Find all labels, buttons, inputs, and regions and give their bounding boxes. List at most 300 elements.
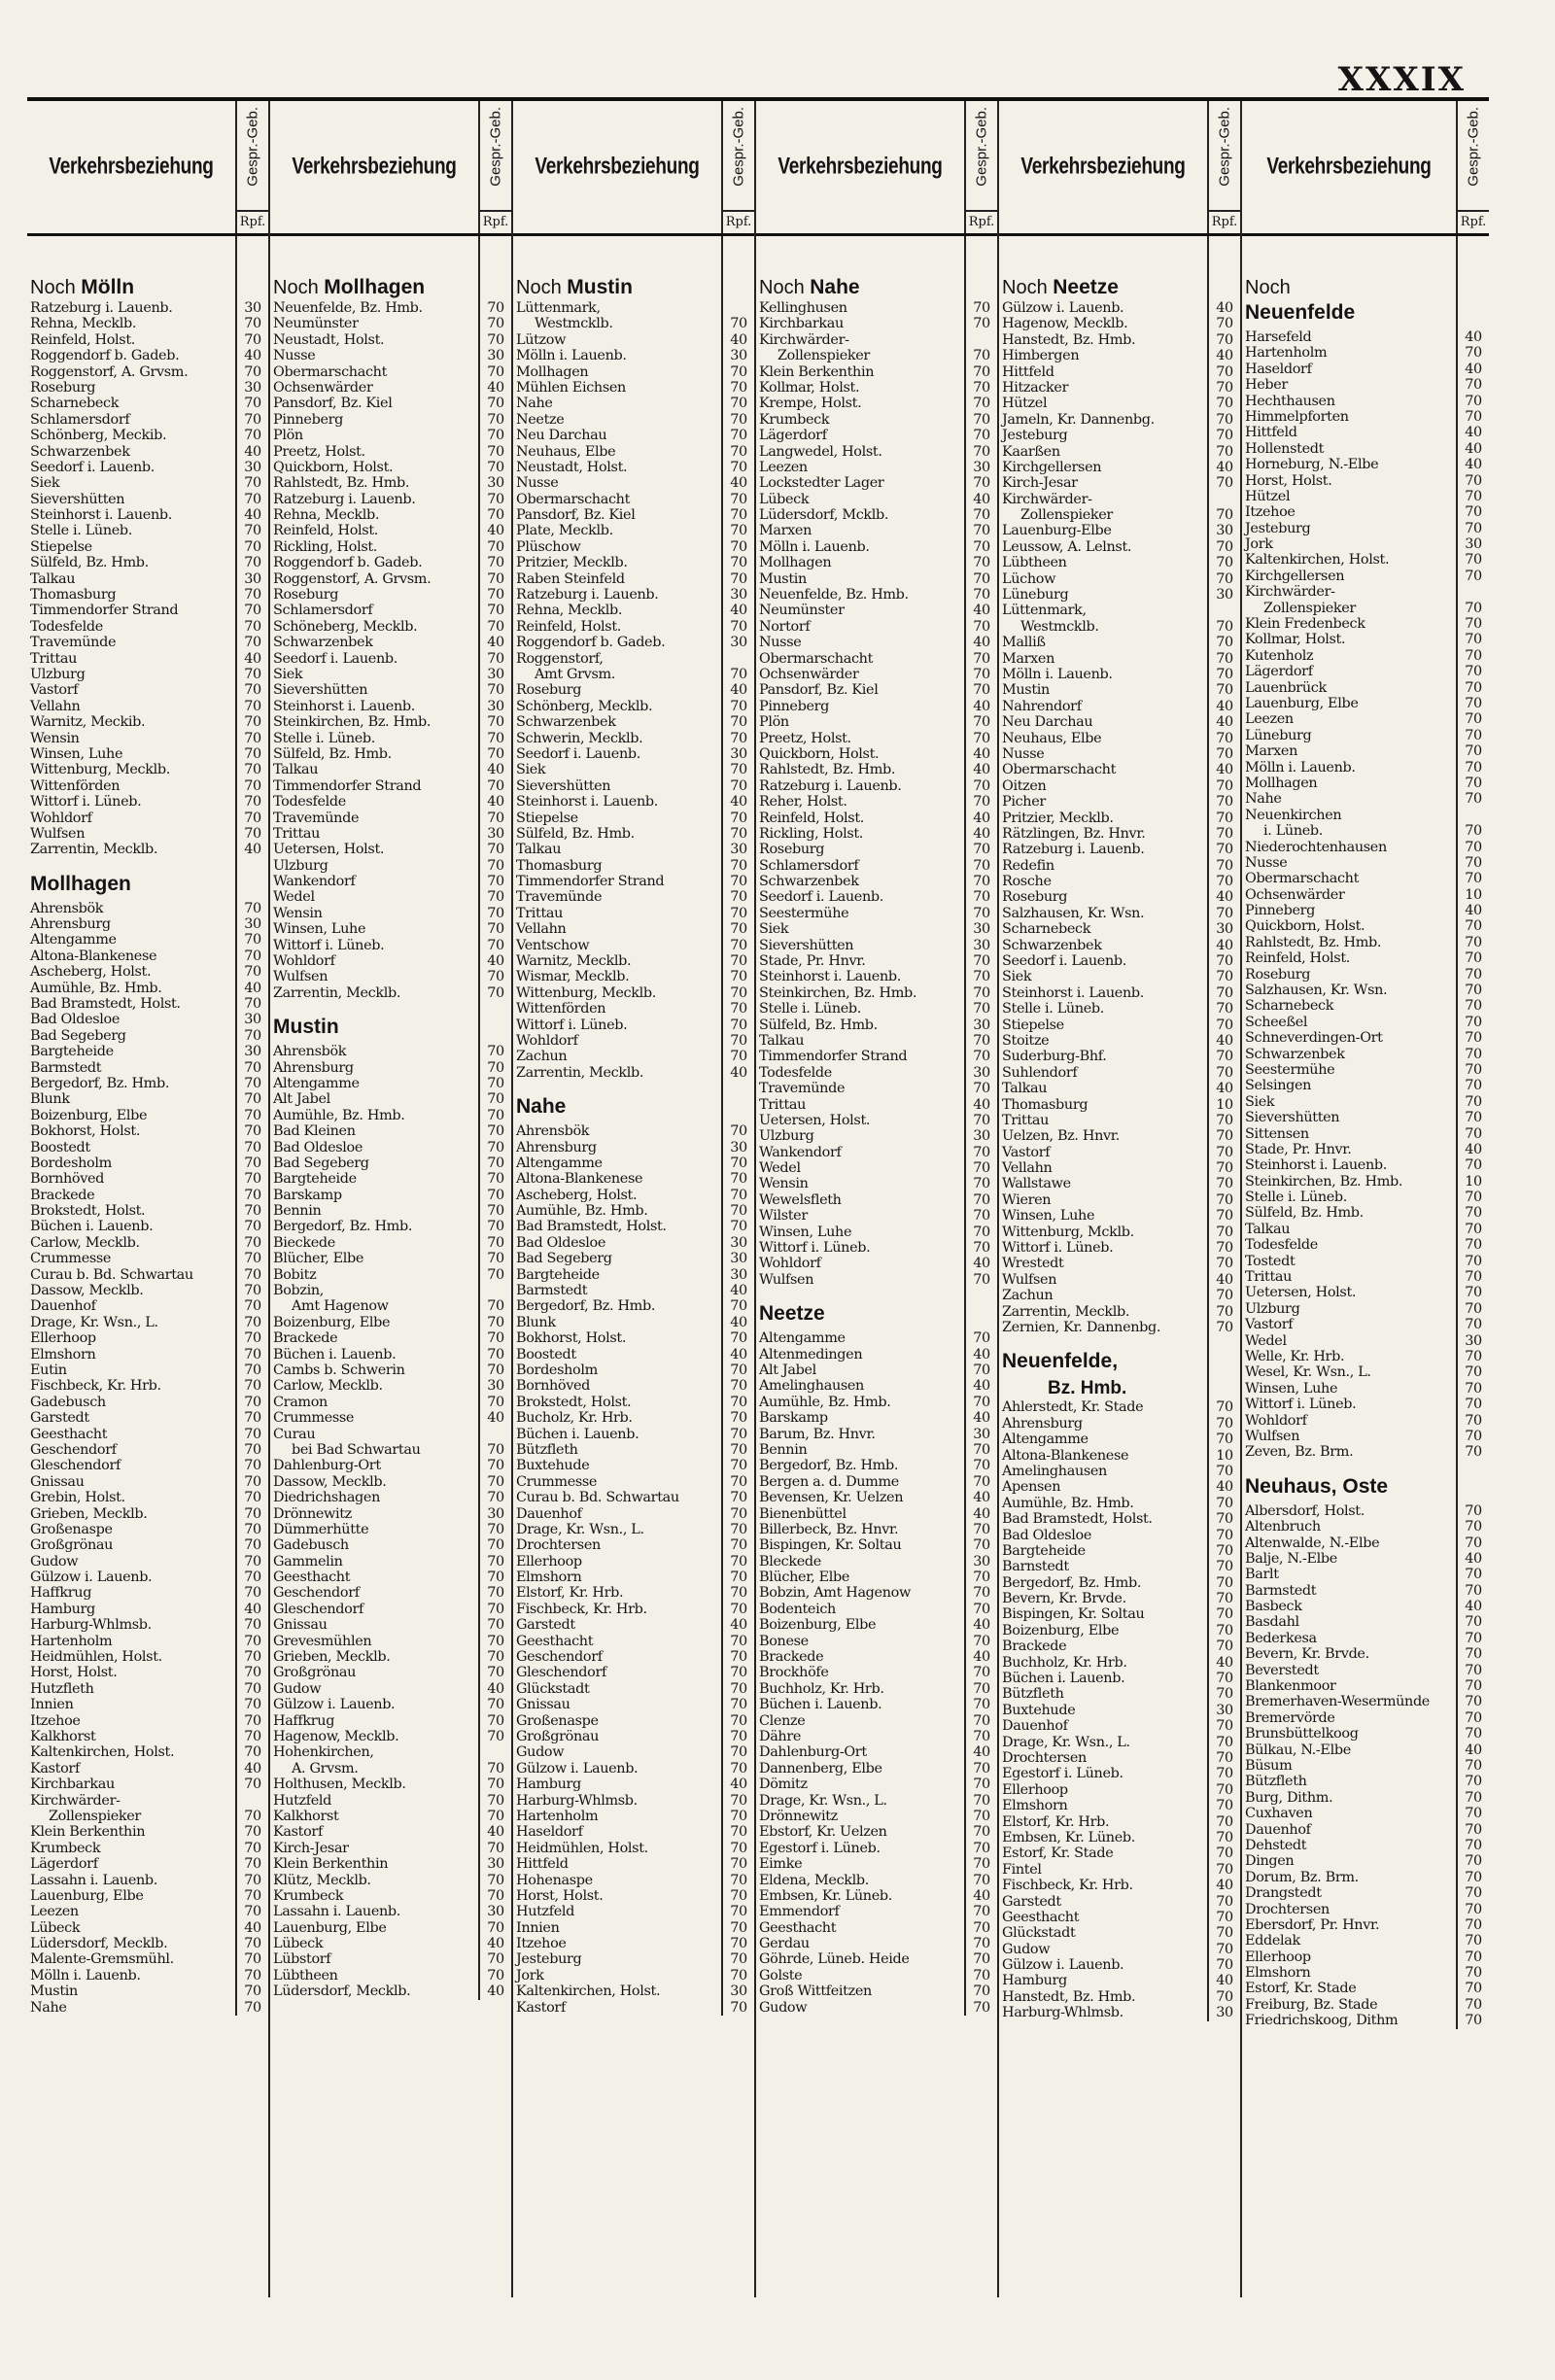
list-item: [1242, 1222, 1489, 1237]
place-name: Altenwalde, N.-Elbe: [1245, 1535, 1380, 1551]
list-item: [513, 1761, 754, 1776]
list-item: [270, 889, 511, 905]
list-item: [27, 1108, 268, 1123]
list-item: [756, 619, 997, 635]
place-name: Trittau: [759, 1096, 807, 1113]
table-column: [513, 101, 756, 2297]
fee-value: 70: [1216, 618, 1233, 635]
place-name: Kastorf: [273, 1824, 323, 1841]
list-item: [1242, 1254, 1489, 1269]
list-item: [756, 603, 997, 618]
place-name: Lüneburg: [1002, 587, 1069, 604]
list-item: [270, 460, 511, 475]
fee-value: 70: [973, 857, 990, 874]
fee-value: 40: [1465, 1599, 1482, 1615]
fee-value: 70: [730, 1001, 747, 1018]
place-name: Grevesmühlen: [273, 1633, 372, 1649]
place-name: Jesteburg: [1245, 520, 1311, 536]
fee-value: 70: [1216, 1191, 1233, 1208]
fee-value: 70: [730, 1585, 747, 1602]
list-item: [756, 762, 997, 777]
list-item: [999, 364, 1240, 380]
place-name: Drochtersen: [1245, 1901, 1330, 1917]
fee-value: 70: [1465, 472, 1482, 489]
list-item: [756, 1649, 997, 1665]
list-item: [999, 1910, 1240, 1925]
list-item: [513, 1856, 754, 1872]
list-item: [756, 1018, 997, 1033]
fee-value: 40: [1216, 762, 1233, 778]
place-name: Wankendorf: [273, 874, 356, 890]
list-item: [513, 682, 754, 698]
table-column: [999, 101, 1242, 2297]
fee-value: 70: [1216, 1988, 1233, 2005]
place-name: Bargteheide: [516, 1266, 600, 1283]
place-name: Ellerhoop: [516, 1553, 582, 1569]
list-item: [270, 1442, 511, 1458]
list-item: [270, 1315, 511, 1330]
place-name: Leussow, A. Lelnst.: [1002, 538, 1132, 555]
fee-value: 70: [487, 1362, 504, 1378]
fee-value: 70: [1216, 1176, 1233, 1192]
list-item: [270, 1458, 511, 1473]
fee-value: 70: [1465, 679, 1482, 696]
fee-value: 70: [1465, 568, 1482, 584]
place-name: Nusse: [1002, 745, 1045, 762]
fee-value: 70: [1216, 1591, 1233, 1607]
list-item: [270, 396, 511, 411]
list-item: [513, 667, 754, 682]
place-name: Seedorf i. Lauenb.: [1002, 953, 1126, 970]
place-name: Büchen i. Lauenb.: [30, 1219, 154, 1235]
fee-value: 40: [1216, 1654, 1233, 1671]
section-heading: Neetze: [759, 1302, 825, 1326]
fee-value: 70: [244, 1441, 261, 1458]
place-name: Lockstedter Lager: [759, 475, 884, 492]
place-name: Wankendorf: [759, 1144, 842, 1160]
place-name: Ebstorf, Kr. Uelzen: [759, 1824, 887, 1841]
place-name: Lützow: [516, 331, 567, 348]
fee-value: 30: [487, 666, 504, 682]
continued-place: Mölln: [81, 276, 135, 298]
fee-value: 70: [1465, 616, 1482, 633]
place-name: Quickborn, Holst.: [1245, 918, 1365, 935]
fee-value: 70: [487, 857, 504, 874]
place-name: Siek: [759, 921, 789, 938]
list-item: [999, 794, 1240, 810]
fee-value: 70: [730, 618, 747, 635]
place-name: Glückstadt: [516, 1680, 590, 1697]
list-item: [270, 1920, 511, 1936]
place-name: Vastorf: [1245, 1317, 1294, 1333]
list-item: [27, 1251, 268, 1266]
fee-value: 70: [1465, 983, 1482, 999]
fee-value: 70: [1465, 1285, 1482, 1301]
list-item: [513, 1188, 754, 1203]
fee-value: 70: [1216, 1766, 1233, 1782]
place-name: Hagenow, Mecklb.: [273, 1728, 399, 1744]
fee-value: 70: [487, 1601, 504, 1617]
place-name: Scharnebeck: [1245, 998, 1334, 1015]
place-name: Welle, Kr. Hrb.: [1245, 1349, 1345, 1364]
fee-value: 70: [973, 777, 990, 794]
fee-value: 70: [973, 1240, 990, 1257]
place-name: Glückstadt: [1002, 1925, 1076, 1942]
column-header: [756, 101, 997, 236]
fee-value: 70: [487, 1394, 504, 1410]
place-name: Pansdorf, Bz. Kiel: [516, 507, 636, 524]
fee-label: Gespr.-Geb.: [973, 107, 990, 187]
place-name: Wismar, Mecklb.: [516, 969, 630, 985]
fee-value: 70: [730, 1936, 747, 1952]
list-item: [270, 1824, 511, 1840]
place-name: Eimke: [759, 1856, 803, 1873]
place-name: Neuenfelde, Bz. Hmb.: [759, 587, 909, 604]
fee-value: 70: [973, 889, 990, 906]
fee-value: 70: [1216, 570, 1233, 587]
list-item: [999, 1862, 1240, 1878]
place-name: Altenbruch: [1245, 1519, 1321, 1535]
list-item: [756, 858, 997, 874]
list-item: [1242, 1838, 1489, 1853]
place-name: Bad Oldesloe: [273, 1139, 363, 1156]
fee-value: 30: [487, 698, 504, 714]
fee-value: 70: [1216, 825, 1233, 842]
list-item: [999, 1464, 1240, 1479]
list-item: [513, 906, 754, 921]
fee-value: 70: [730, 1155, 747, 1171]
place-name: Schwarzenbek: [273, 635, 373, 651]
list-item: [1242, 1110, 1489, 1125]
place-name: Steinhorst i. Lauenb.: [273, 698, 415, 714]
place-name: Picher: [1002, 794, 1046, 811]
place-name: Ahrensburg: [516, 1139, 597, 1156]
fee-value: 70: [244, 1075, 261, 1091]
fee-value: 70: [487, 555, 504, 571]
fee-value: 70: [1465, 1678, 1482, 1695]
fee-value: 70: [1216, 1288, 1233, 1304]
place-name: Büchen i. Lauenb.: [516, 1426, 639, 1442]
list-item: [1242, 1269, 1489, 1285]
list-item: [1242, 1614, 1489, 1630]
list-item: [513, 858, 754, 874]
list-item: [1242, 648, 1489, 664]
list-item: [513, 1824, 754, 1840]
fee-value: 70: [1465, 488, 1482, 504]
fee-value: 70: [730, 491, 747, 507]
list-item: [27, 1729, 268, 1744]
list-item: [756, 1776, 997, 1792]
fee-value: 40: [730, 1617, 747, 1634]
fee-value: 70: [487, 874, 504, 890]
fee-value: 70: [973, 1760, 990, 1776]
list-item: [513, 1490, 754, 1505]
list-item: [270, 1888, 511, 1904]
list-item: [756, 587, 997, 603]
place-name: Egestorf i. Lüneb.: [1002, 1766, 1123, 1782]
fee-value: 30: [973, 921, 990, 938]
list-item: [270, 842, 511, 857]
fee-value: 70: [244, 1951, 261, 1968]
place-name: Bordesholm: [30, 1155, 112, 1171]
fee-value: 40: [244, 1919, 261, 1936]
fee-value: 70: [1465, 854, 1482, 871]
list-item: [513, 1347, 754, 1362]
place-name: Schwarzenbek: [30, 443, 130, 460]
place-name: Neuhaus, Elbe: [1002, 730, 1102, 746]
place-name: Haseldorf: [1245, 361, 1312, 377]
list-item: [27, 1951, 268, 1967]
fee-value: 70: [487, 1075, 504, 1091]
list-item: [999, 731, 1240, 746]
fee-value: 70: [1465, 393, 1482, 409]
place-name: Kaltenkirchen, Holst.: [516, 1983, 661, 2000]
list-item: [27, 1410, 268, 1426]
fee-value: 70: [730, 1649, 747, 1666]
fee-value: 70: [730, 698, 747, 714]
place-name: Haseldorf: [516, 1824, 583, 1841]
place-name: Altengamme: [759, 1330, 846, 1347]
fee-value: 70: [1465, 934, 1482, 950]
list-item: [270, 444, 511, 460]
list-item: [270, 316, 511, 331]
fee-value: 70: [1465, 1380, 1482, 1397]
place-name: Kirch-Jesar: [1002, 475, 1078, 492]
list-item: [1242, 552, 1489, 568]
list-item: [756, 1617, 997, 1633]
place-name: Wohldorf: [759, 1256, 821, 1272]
place-name: Garstedt: [1002, 1893, 1061, 1910]
list-item: [270, 811, 511, 826]
fee-value: 70: [730, 1330, 747, 1347]
list-item: [27, 1904, 268, 1919]
fee-value: 70: [487, 570, 504, 587]
list-item: [513, 316, 754, 331]
fee-value: 40: [1216, 714, 1233, 731]
place-name: Wittorf i. Lüneb.: [273, 937, 385, 953]
fee-value: 10: [1465, 1173, 1482, 1190]
list-item: [1242, 441, 1489, 457]
continued-heading: Noch Mollhagen: [273, 276, 426, 298]
list-item: [756, 1744, 997, 1760]
list-item: [756, 475, 997, 491]
fee-value: 70: [1465, 1996, 1482, 2013]
place-name: Steinkirchen, Bz. Hmb.: [759, 984, 917, 1001]
fee-value: 70: [973, 1601, 990, 1617]
list-item: [27, 1219, 268, 1234]
place-name: Dannenberg, Elbe: [759, 1760, 882, 1776]
fee-value: 70: [1465, 1709, 1482, 1726]
place-name: Cramon: [273, 1394, 328, 1410]
place-name: Reinfeld, Holst.: [30, 331, 135, 348]
fee-value: 70: [730, 969, 747, 985]
place-name: Horneburg, N.-Elbe: [1245, 457, 1379, 473]
place-name: Büchen i. Lauenb.: [273, 1346, 397, 1362]
list-item: [27, 1012, 268, 1027]
fee-value: 70: [487, 937, 504, 953]
place-name: Schönberg, Meckib.: [30, 428, 167, 444]
fee-value: 70: [244, 1983, 261, 2000]
fee-value: 30: [244, 1012, 261, 1028]
place-name: Reinfeld, Holst.: [273, 523, 378, 539]
place-name: Kastorf: [516, 1999, 566, 2016]
place-name: Gnissau: [30, 1473, 85, 1490]
place-name: Lübeck: [273, 1936, 324, 1952]
place-name: Siek: [1245, 1093, 1275, 1110]
place-name: Hutzfeld: [516, 1904, 575, 1920]
place-name: Gleschendorf: [30, 1458, 121, 1474]
column-header: [513, 101, 754, 236]
fee-value: 70: [730, 874, 747, 890]
list-item: [270, 874, 511, 889]
fee-value: 70: [487, 1473, 504, 1490]
list-item: [1242, 950, 1489, 966]
fee-value: 70: [973, 1112, 990, 1128]
place-name: Schwarzenbek: [759, 874, 859, 890]
list-item: [999, 412, 1240, 428]
fee-value: 70: [730, 1426, 747, 1442]
list-item: [513, 1951, 754, 1967]
list-item: [513, 1065, 754, 1081]
fee-value: 70: [973, 396, 990, 412]
list-item: [756, 682, 997, 698]
fee-value: 70: [730, 905, 747, 921]
place-name: Bucholz, Kr. Hrb.: [516, 1410, 633, 1427]
list-item: [513, 1506, 754, 1522]
place-name: Bergedorf, Bz. Hmb.: [273, 1219, 413, 1235]
place-name: Schlamersdorf: [759, 857, 859, 874]
list-item: [756, 1824, 997, 1840]
place-name: Kalkhorst: [273, 1808, 339, 1824]
list-item: [270, 858, 511, 874]
fee-value: 70: [487, 889, 504, 906]
fee-value: 70: [973, 1728, 990, 1744]
fee-value: 70: [1216, 1064, 1233, 1081]
place-name: Ratzeburg i. Lauenb.: [30, 300, 173, 316]
fee-value: 40: [487, 1983, 504, 2000]
list-item: [1242, 1933, 1489, 1949]
place-name: Itzehoe: [1245, 504, 1296, 521]
list-item: [270, 1060, 511, 1076]
list-item: [1242, 1694, 1489, 1709]
place-name: Bremervörde: [1245, 1709, 1335, 1726]
place-name: Brokstedt, Holst.: [516, 1394, 632, 1410]
list-item: [270, 1697, 511, 1712]
list-item: [756, 1362, 997, 1378]
list-item: [270, 1235, 511, 1251]
list-item: [756, 1983, 997, 1999]
place-name: Travemünde: [516, 889, 603, 906]
place-name: Stelle i. Lüneb.: [1245, 1190, 1348, 1206]
fee-value: 40: [730, 682, 747, 699]
place-name: Buxtehude: [1002, 1702, 1076, 1718]
place-name: Aumühle, Bz. Hmb.: [516, 1203, 648, 1220]
fee-value: 40: [1465, 1550, 1482, 1567]
place-name: Jesteburg: [516, 1951, 582, 1968]
place-name: Siek: [1002, 969, 1032, 985]
header-label: Verkehrsbeziehung: [1266, 154, 1432, 180]
place-name: Grieben, Mecklb.: [273, 1649, 391, 1666]
list-item: [756, 667, 997, 682]
fee-value: 40: [244, 1760, 261, 1776]
place-name: Gülzow i. Lauenb.: [1002, 1957, 1124, 1974]
place-name: Mölln i. Lauenb.: [1245, 759, 1356, 776]
continued-place: Neetze: [1053, 276, 1119, 298]
list-item: [1242, 1853, 1489, 1869]
place-name: Balje, N.-Elbe: [1245, 1550, 1337, 1567]
place-name: Trittau: [30, 650, 78, 667]
list-item: [513, 1001, 754, 1017]
header-label: Verkehrsbeziehung: [49, 154, 214, 180]
fee-value: 70: [244, 1744, 261, 1761]
place-name: Mollhagen: [516, 363, 589, 380]
place-name: Dorum, Bz. Brm.: [1245, 1869, 1359, 1885]
fee-value: 40: [487, 1936, 504, 1952]
list-item: [1242, 601, 1489, 616]
place-name: Roseburg: [30, 379, 96, 396]
place-name: Hittfeld: [516, 1856, 569, 1873]
section-heading: Nahe: [516, 1095, 567, 1119]
fee-value: 70: [1216, 331, 1233, 348]
list-item: [513, 985, 754, 1001]
place-name: Lassahn i. Lauenb.: [273, 1904, 401, 1920]
fee-value: 30: [730, 1251, 747, 1267]
place-name: Kastorf: [30, 1760, 80, 1776]
fee-value: 40: [1216, 1032, 1233, 1049]
fee-value: 70: [973, 1776, 990, 1793]
list-item: [756, 1537, 997, 1553]
list-item: [999, 332, 1240, 348]
list-item: [756, 1192, 997, 1208]
fee-value: 70: [1465, 1190, 1482, 1206]
place-name: Büchen i. Lauenb.: [759, 1697, 882, 1713]
place-name: Sittensen: [1245, 1125, 1309, 1142]
list-item: [270, 778, 511, 794]
place-name: Zarrentin, Mecklb.: [516, 1064, 644, 1081]
fee-value: 70: [1465, 632, 1482, 648]
place-name: Boizenburg, Elbe: [273, 1314, 391, 1330]
fee-value: 70: [487, 1553, 504, 1569]
place-name: Bergedorf, Bz. Hmb.: [30, 1075, 170, 1091]
fee-value: 70: [487, 491, 504, 507]
section-heading: Mollhagen: [30, 872, 131, 895]
place-name: Wrestedt: [1002, 1256, 1064, 1272]
fee-header: [478, 101, 511, 233]
list-item: [270, 1681, 511, 1697]
section-heading: Neuenfelde,: [1002, 1350, 1119, 1373]
fee-value: 70: [730, 1951, 747, 1968]
list-item: [999, 635, 1240, 650]
list-item: [999, 1431, 1240, 1447]
place-name: Brockhöfe: [759, 1665, 829, 1681]
list-item: [27, 619, 268, 635]
place-name: Bobzin,: [273, 1283, 325, 1299]
list-item: [999, 1208, 1240, 1224]
fee-value: 70: [1216, 1256, 1233, 1272]
fee-label: Gespr.-Geb.: [1465, 107, 1482, 187]
place-name: Neustadt, Holst.: [516, 459, 628, 475]
fee-value: 70: [1216, 730, 1233, 746]
list-item: [999, 1224, 1240, 1240]
fee-value: 70: [730, 1378, 747, 1395]
list-item: [27, 1028, 268, 1044]
place-name: Wesel, Kr. Wsn., L.: [1245, 1364, 1371, 1381]
fee-value: 70: [487, 316, 504, 332]
fee-value: 30: [730, 635, 747, 651]
place-name: Bergen a. d. Dumme: [759, 1473, 899, 1490]
fee-value: 40: [730, 603, 747, 619]
place-name: Marxen: [1002, 650, 1054, 667]
